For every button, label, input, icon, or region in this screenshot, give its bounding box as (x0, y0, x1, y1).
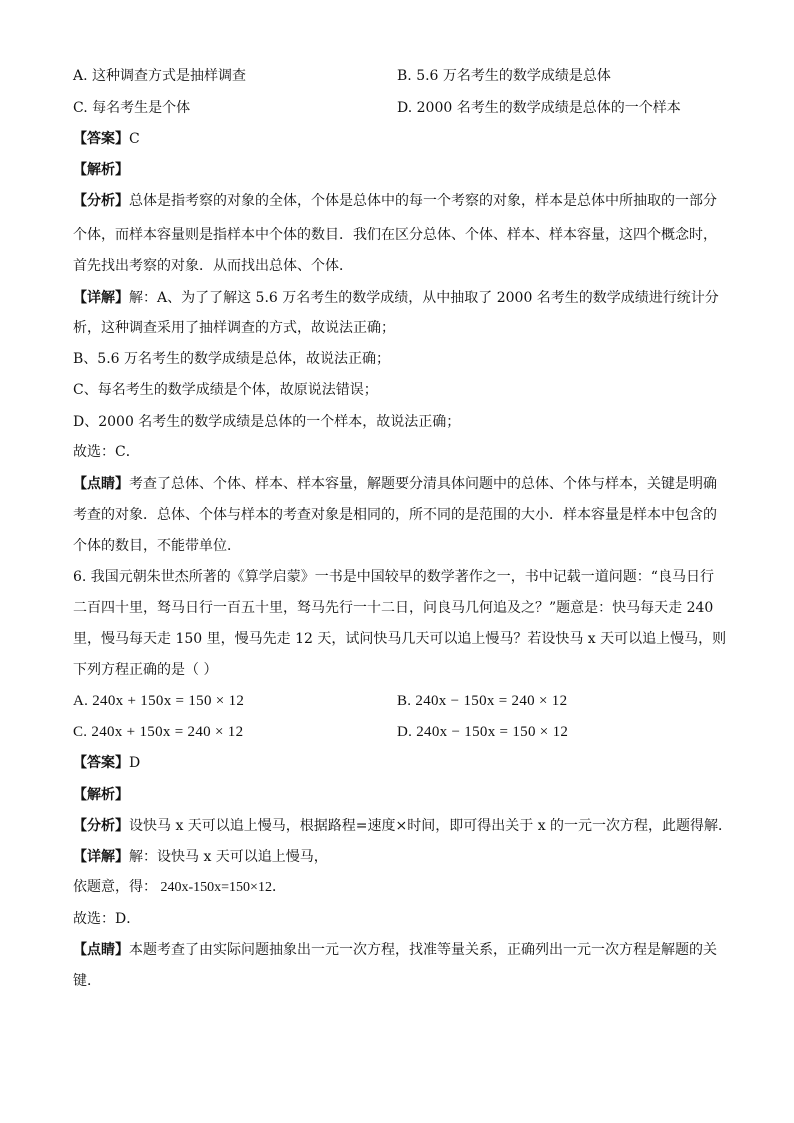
q5-fenxi-text-1: 总体是指考察的对象的全体，个体是总体中的每一个考察的对象，样本是总体中所抽取的一部分 (129, 193, 717, 209)
q5-xiangjie-line-4: C、每名考生的数学成绩是个体，故原说法错误； (73, 382, 378, 398)
q6-analysis-label: 【解析】 (73, 787, 129, 803)
q5-answer: C (129, 131, 140, 147)
q5-option-c: C. 每名考生是个体 (73, 100, 191, 116)
q5-answer-tag: 【答案】 (73, 131, 129, 147)
q6-option-b: B. 240x − 150x = 240 × 12 (397, 693, 568, 709)
q5-analysis-tag (73, 160, 129, 180)
q6-stem-line-2: 二百四十里，驽马日行一百五十里，驽马先行一十二日，问良马几何追及之？”题意是：快马每天走 240 (73, 600, 714, 616)
q5-dianjing-text-1: 考查了总体、个体、样本、样本容量，解题要分清具体问题中的总体、个体与样本，关键是明确 (129, 476, 717, 492)
q5-option-a: A. 这种调查方式是抽样调查 (73, 68, 247, 84)
q6-xiangjie-line-1 (73, 847, 328, 867)
q6-dianjing-text-1: 本题考查了由实际问题抽象出一元一次方程，找准等量关系，正确列出一元一次方程是解题的关 (129, 942, 717, 958)
q5-fenxi-line-1 (73, 191, 717, 211)
q5-xiangjie-tag: 【详解】 (73, 290, 129, 306)
q6-option-d: D. 240x − 150x = 150 × 12 (397, 724, 569, 740)
q5-xiangjie-line-6: 故选：C． (73, 444, 140, 460)
q6-fenxi-text: 设快马 x 天可以追上慢马，根据路程=速度×时间，即可得出关于 x 的一元一次方程，此题得解． (129, 818, 733, 834)
q5-analysis-label: 【解析】 (73, 162, 129, 178)
q5-dianjing-line-2: 考查的对象．总体、个体与样本的考查对象是相同的，所不同的是范围的大小．样本容量是样本中包含的 (73, 507, 717, 523)
q6-fenxi-tag: 【分析】 (73, 818, 129, 834)
q6-xiangjie-line-3: 故选：D． (73, 911, 141, 927)
q5-dianjing-tag: 【点睛】 (73, 476, 129, 492)
q6-stem-line-1: 6. 我国元朝朱世杰所著的《算学启蒙》一书是中国较早的数学著作之一，书中记载一道问题：“良马日行 (73, 569, 714, 585)
q5-xiangjie-line-2: 析，这种调查采用了抽样调查的方式，故说法正确； (73, 320, 395, 336)
q5-xiangjie-line-1 (73, 288, 719, 308)
q6-stem-line-4: 下列方程正确的是（ ） (73, 662, 218, 678)
q5-xiangjie-line-5: D、2000 名考生的数学成绩是总体的一个样本，故说法正确； (73, 414, 461, 430)
q5-answer-line (73, 129, 140, 149)
q5-fenxi-line-3: 首先找出考察的对象．从而找出总体、个体． (73, 258, 353, 274)
q6-dianjing-tag: 【点睛】 (73, 942, 129, 958)
q6-dianjing-line-2: 键． (73, 973, 101, 989)
q6-answer: D (129, 755, 141, 771)
q6-xiangjie-line-2: 依题意，得： 240x-150x=150×12． (73, 880, 286, 895)
q6-xiangjie-text-1: 解：设快马 x 天可以追上慢马， (129, 849, 328, 865)
q6-answer-line (73, 753, 140, 773)
q5-fenxi-tag: 【分析】 (73, 193, 129, 209)
q6-option-a: A. 240x + 150x = 150 × 12 (73, 693, 245, 709)
q6-fenxi-line (73, 816, 732, 836)
q5-option-b: B. 5.6 万名考生的数学成绩是总体 (397, 68, 611, 84)
q5-dianjing-line-3: 个体的数目，不能带单位． (73, 538, 241, 554)
q6-option-c: C. 240x + 150x = 240 × 12 (73, 724, 244, 740)
q5-xiangjie-line-3: B、5.6 万名考生的数学成绩是总体，故说法正确； (73, 351, 391, 367)
q5-option-d: D. 2000 名考生的数学成绩是总体的一个样本 (397, 100, 681, 116)
q6-xiangjie-tag: 【详解】 (73, 849, 129, 865)
q6-answer-tag: 【答案】 (73, 755, 129, 771)
q5-dianjing-line-1 (73, 474, 717, 494)
q6-analysis-tag (73, 785, 129, 805)
q5-xiangjie-text-1: 解：A、为了了解这 5.6 万名考生的数学成绩，从中抽取了 2000 名考生的数学成绩进行统计分 (129, 290, 719, 306)
q6-dianjing-line-1 (73, 940, 717, 960)
q5-fenxi-line-2: 个体，而样本容量则是指样本中个体的数目．我们在区分总体、个体、样本、样本容量，这四个概念时， (73, 227, 717, 243)
q6-stem-line-3: 里，慢马每天走 150 里，慢马先走 12 天，试问快马几天可以追上慢马？若设快马 x 天可以追上慢马，则 (73, 631, 727, 647)
